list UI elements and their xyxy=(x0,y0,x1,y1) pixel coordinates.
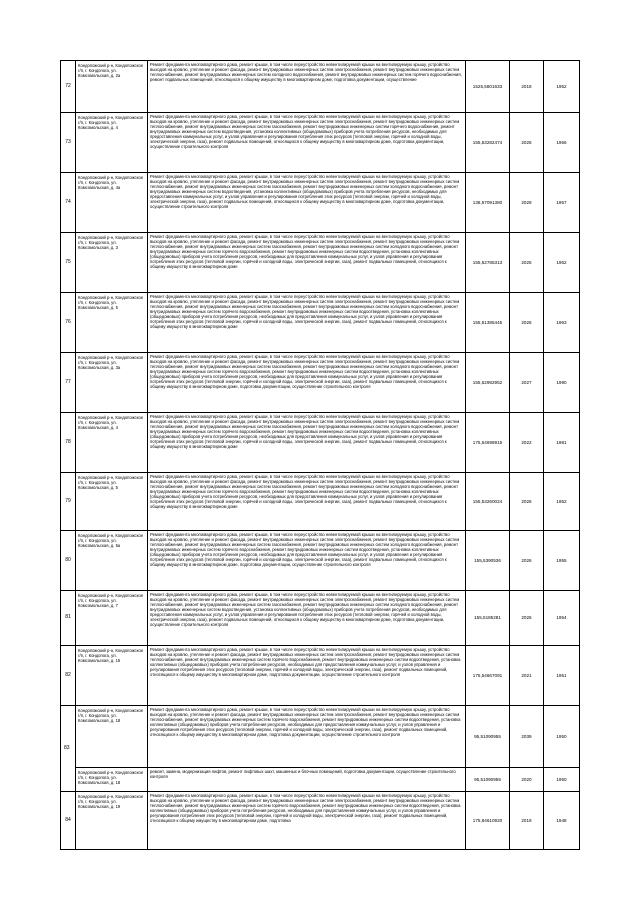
area-cell: 155,51385445 xyxy=(466,293,510,353)
area-cell: 138,57091380 xyxy=(466,173,510,233)
table-row xyxy=(61,173,580,233)
works-text: Ремонт фундамента многоквартирного дома, ремонт крыши, в том числе переустройство невентилируемой крыши на вентилируемую крышу, устройство выходов на кровлю, утепление и ремонт фасада, ремонт внутридомовых инженерных систем электроснабжения, ремонт внутридомовых инженерных систем теплоснабжения, ремонт внутридомовых инженерных систем горячего водоснабжения, ремонт внутридомовых инженерных систем водоотведения, установка коллективных (общедомовых) приборов учета потребления ресурсов, необходимых для предоставления коммунальных услуг, и узлов управления и регулирования потребления этих ресурсов (тепловой энергии, горячей и холодной воды, электрической энергии, газа), ремонт подвальных помещений, относящихся к общему имуществу в многоквартирном доме, подготовка документации, осуществление строительного контроля xyxy=(150,647,461,678)
planned-year-cell: 2029 xyxy=(510,173,544,233)
works-cell xyxy=(148,706,466,768)
area-cell: 155,53282474 xyxy=(466,113,510,173)
table-row xyxy=(61,531,580,591)
built-year-cell: 1990 xyxy=(544,353,580,413)
works-cell xyxy=(148,531,466,591)
address-cell: Кондопожский р-н, Кондопожское г/п, г. Кондопога, ул. Комсомольская, д. 5 xyxy=(76,473,148,531)
area-cell: 175,54667091 xyxy=(466,646,510,706)
address-cell: Кондопожский р-н, Кондопожское г/п, г. Кондопога, ул. Комсомольская, д. 5 xyxy=(76,293,148,353)
works-cell xyxy=(148,173,466,233)
row-number: 74 xyxy=(61,173,76,233)
planned-year-cell: 2022 xyxy=(510,413,544,473)
table-row xyxy=(61,646,580,706)
works-text: Ремонт фундамента многоквартирного дома, ремонт крыши, в том числе переустройство невентилируемой крыши на вентилируемую крышу, устройство выходов на кровлю, утепление и ремонт фасада, ремонт внутридомовых инженерных систем электроснабжения, ремонт внутридомовых инженерных систем теплоснабжения, ремонт внутридомовых инженерных систем газоснабжения, ремонт внутридомовых инженерных систем холодного водоснабжения, ремонт внутридомовых инженерных систем горячего водоснабжения, ремонт внутридомовых инженерных систем водоотведения, установка коллективных (общедомовых) приборов учета потребления ресурсов, необходимых для предоставления коммунальных услуг, и узлов управления и регулирования потребления этих ресурсов (тепловой энергии, горячей и холодной воды, электрической энергии, газа), ремонт подвальных помещений, относящихся к общему имуществу в многоквартирном доме, подготовка документации, осуществление строительного контроля xyxy=(150,532,460,568)
works-cell xyxy=(148,768,466,792)
works-text: Ремонт фундамента многоквартирного дома, ремонт крыши, в том числе переустройство невентилируемой крыши на вентилируемую крышу, устройство выходов на кровлю, утепление и ремонт фасада, ремонт внутридомовых инженерных систем электроснабжения, ремонт внутридомовых инженерных систем теплоснабжения, ремонт внутридомовых инженерных систем газоснабжения, ремонт внутридомовых инженерных систем холодного водоснабжения, ремонт внутридомовых инженерных систем горячего водоснабжения, ремонт внутридомовых инженерных систем водоотведения, установка коллективных (общедомовых) приборов учета потребления ресурсов, необходимых для предоставления коммунальных услуг, и узлов управления и регулирования потребления этих ресурсов (тепловой энергии, горячей и холодной воды, электрической энергии, газа), ремонт подвальных помещений, относящихся к общему имуществу в многоквартирном доме, подготовка документации, осуществление строительного контроля xyxy=(150,354,460,390)
row-number: 76 xyxy=(61,293,76,353)
works-cell xyxy=(148,792,466,850)
table-row xyxy=(61,768,580,792)
works-cell xyxy=(148,646,466,706)
row-number: 72 xyxy=(61,61,76,113)
planned-year-cell: 2026 xyxy=(510,531,544,591)
planned-year-cell: 2025 xyxy=(510,233,544,293)
capital-repair-table xyxy=(60,60,580,850)
address-cell: Кондопожский р-н, Кондопожское г/п, г. Кондопога, ул. Комсомольская, д. 4 xyxy=(76,413,148,473)
built-year-cell: 1957 xyxy=(544,173,580,233)
area-cell: 155,53260024 xyxy=(466,473,510,531)
row-number: 83 xyxy=(61,706,76,792)
works-cell xyxy=(148,353,466,413)
built-year-cell: 1962 xyxy=(544,233,580,293)
area-cell: 155,52785313 xyxy=(466,233,510,293)
planned-year-cell: 2020 xyxy=(510,768,544,792)
built-year-cell: 1956 xyxy=(544,113,580,173)
planned-year-cell: 2018 xyxy=(510,61,544,113)
address-cell: Кондопожский р-н, Кондопожское г/п, г. Кондопога, ул. Комсомольская, д. 5а xyxy=(76,531,148,591)
address-cell: Кондопожский р-н, Кондопожское г/п, г. Кондопога, ул. Комсомольская, д. 4а xyxy=(76,173,148,233)
area-cell: 95,51090955 xyxy=(466,706,510,768)
planned-year-cell: 2019 xyxy=(510,792,544,850)
planned-year-cell: 2021 xyxy=(510,646,544,706)
table-row xyxy=(61,61,580,113)
built-year-cell: 1950 xyxy=(544,706,580,768)
works-text: Ремонт фундамента многоквартирного дома, ремонт крыши, в том числе переустройство невентилируемой крыши на вентилируемую крышу, устройство выходов на кровлю, утепление и ремонт фасада, ремонт внутридомовых инженерных систем электроснабжения, ремонт внутридомовых инженерных систем теплоснабжения, ремонт внутридомовых инженерных систем газоснабжения, ремонт внутридомовых инженерных систем холодного водоснабжения, ремонт внутридомовых инженерных систем горячего водоснабжения, ремонт внутридомовых инженерных систем водоотведения, установка коллективных (общедомовых) приборов учета потребления ресурсов, необходимых для предоставления коммунальных услуг, и узлов управления и регулирования потребления этих ресурсов (тепловой энергии, горячей и холодной воды, электрической энергии, газа), ремонт подвальных помещений, относящихся к общему имуществу в многоквартирном доме xyxy=(150,474,460,510)
built-year-cell: 1981 xyxy=(544,413,580,473)
row-number: 81 xyxy=(61,591,76,646)
table-body xyxy=(61,61,580,850)
built-year-cell: 1963 xyxy=(544,293,580,353)
planned-year-cell: 2026 xyxy=(510,591,544,646)
works-text: Ремонт фундамента многоквартирного дома, ремонт крыши, в том числе переустройство невентилируемой крыши на вентилируемую крышу, устройство выходов на кровлю, утепление и ремонт фасада, ремонт внутридомовых инженерных систем электроснабжения, ремонт внутридомовых инженерных систем теплоснабжения, ремонт внутридомовых инженерных систем газоснабжения, ремонт внутридомовых инженерных систем холодного водоснабжения, ремонт внутридомовых инженерных систем горячего водоснабжения, ремонт внутридомовых инженерных систем водоотведения, установка коллективных (общедомовых) приборов учета потребления ресурсов, необходимых для предоставления коммунальных услуг, и узлов управления и регулирования потребления этих ресурсов (тепловой энергии, горячей и холодной воды, электрической энергии, газа), ремонт подвальных помещений, относящихся к общему имуществу в многоквартирном доме xyxy=(150,234,460,270)
works-text: Ремонт фундамента многоквартирного дома, ремонт крыши, в том числе переустройство невентилируемой крыши на вентилируемую крышу, устройство выходов на кровлю, утепление и ремонт фасада, ремонт внутридомовых инженерных систем электроснабжения, ремонт внутридомовых инженерных систем теплоснабжения, ремонт внутридомовых инженерных систем газоснабжения, ремонт внутридомовых инженерных систем горячего водоснабжения, ремонт внутридомовых инженерных систем водоотведения, установка коллективных (общедомовых) приборов учета потребления ресурсов, необходимых для предоставления коммунальных услуг, и узлов управления и регулирования потребления этих ресурсов (тепловой энергии, горячей и холодной воды, электрической энергии, газа), ремонт подвальных помещений, относящихся к общему имуществу в многоквартирном доме, подготовка документации, осуществление строительного контроля xyxy=(150,114,460,150)
table-row xyxy=(61,113,580,173)
table-row xyxy=(61,473,580,531)
address-cell: Кондопожский р-н, Кондопожское г/п, г. Кондопога, ул. Комсомольская, д. 19 xyxy=(76,792,148,850)
works-cell xyxy=(148,113,466,173)
area-cell: 1525,5801633 xyxy=(466,61,510,113)
works-text: Ремонт фундамента многоквартирного дома, ремонт крыши, в том числе переустройство невентилируемой крыши на вентилируемую крышу, устройство выходов на кровлю, утепление и ремонт фасада, ремонт внутридомовых инженерных систем электроснабжения, ремонт внутридомовых инженерных систем теплоснабжения, ремонт внутридомовых инженерных систем газоснабжения, ремонт внутридомовых инженерных систем холодного водоснабжения, ремонт внутридомовых инженерных систем водоотведения, установка коллективных (общедомовых) приборов учета потребления ресурсов, необходимых для предоставления коммунальных услуг, и узлов управления и регулирования потребления этих ресурсов (тепловой энергии, горячей и холодной воды, электрической энергии, газа), ремонт подвальных помещений, относящихся к общему имуществу в многоквартирном доме, подготовка документации, осуществление строительного контроля xyxy=(150,174,460,210)
planned-year-cell: 2026 xyxy=(510,473,544,531)
table-row xyxy=(61,293,580,353)
address-cell: Кондопожский р-н, Кондопожское г/п, г. Кондопога, ул. Комсомольская, д. 15 xyxy=(76,646,148,706)
row-number: 77 xyxy=(61,353,76,413)
planned-year-cell: 2026 xyxy=(510,293,544,353)
built-year-cell: 1950 xyxy=(544,768,580,792)
works-cell xyxy=(148,233,466,293)
works-cell xyxy=(148,591,466,646)
table-row xyxy=(61,591,580,646)
row-number: 79 xyxy=(61,473,76,531)
area-cell: 155,5390536 xyxy=(466,531,510,591)
works-text: Ремонт фундамента многоквартирного дома, ремонт крыши, в том числе переустройство невентилируемой крыши на вентилируемую крышу, устройство выходов на кровлю, утепление и ремонт фасада, ремонт внутридомовых инженерных систем электроснабжения, ремонт внутридомовых инженерных систем теплоснабжения, ремонт внутридомовых инженерных систем холодного водоснабжения, ремонт внутридомовых инженерных систем горячего водоснабжения, ремонт подвальных помещений, относящихся к общему имуществу в многоквартирном доме, подготовка документации, осуществление xyxy=(150,62,462,83)
address-cell: Кондопожский р-н, Кондопожское г/п, г. Кондопога, ул. Комсомольская, д. 18 xyxy=(76,706,148,768)
table-row xyxy=(61,792,580,850)
works-cell xyxy=(148,473,466,531)
area-cell: 95,51090955 xyxy=(466,768,510,792)
planned-year-cell: 2027 xyxy=(510,353,544,413)
built-year-cell: 1952 xyxy=(544,473,580,531)
built-year-cell: 1948 xyxy=(544,792,580,850)
area-cell: 175,84610920 xyxy=(466,792,510,850)
works-cell xyxy=(148,293,466,353)
works-cell xyxy=(148,413,466,473)
address-cell: Кондопожский р-н, Кондопожское г/п, г. Кондопога, ул. Комсомольская, д. 2а xyxy=(76,61,148,113)
table-row xyxy=(61,706,580,768)
built-year-cell: 1952 xyxy=(544,61,580,113)
built-year-cell: 1955 xyxy=(544,531,580,591)
row-number: 78 xyxy=(61,413,76,473)
table-row xyxy=(61,353,580,413)
works-text: Ремонт фундамента многоквартирного дома, ремонт крыши, в том числе переустройство невентилируемой крыши на вентилируемую крышу, устройство выходов на кровлю, утепление и ремонт фасада, ремонт внутридомовых инженерных систем электроснабжения, ремонт внутридомовых инженерных систем теплоснабжения, ремонт внутридомовых инженерных систем газоснабжения, ремонт внутридомовых инженерных систем холодного водоснабжения, ремонт внутридомовых инженерных систем горячего водоснабжения, ремонт внутридомовых инженерных систем водоотведения, установка коллективных (общедомовых) приборов учета потребления ресурсов, необходимых для предоставления коммунальных услуг, и узлов управления и регулирования потребления этих ресурсов (тепловой энергии, горячей и холодной воды, электрической энергии, газа), ремонт подвальных помещений, относящихся к общему имуществу в многоквартирном доме xyxy=(150,294,460,330)
works-text: Ремонт фундамента многоквартирного дома, ремонт крыши, в том числе переустройство невентилируемой крыши на вентилируемую крышу, устройство выходов на кровлю, утепление и ремонт фасада, ремонт внутридомовых инженерных систем электроснабжения, ремонт внутридомовых инженерных систем теплоснабжения, ремонт внутридомовых инженерных систем газоснабжения, ремонт внутридомовых инженерных систем холодного водоснабжения, ремонт внутридомовых инженерных систем водоотведения, установка коллективных (общедомовых) приборов учета потребления ресурсов, необходимых для предоставления коммунальных услуг, и узлов управления и регулирования потребления этих ресурсов (тепловой энергии, горячей и холодной воды, электрической энергии, газа), ремонт подвальных помещений, относящихся к общему имуществу в многоквартирном доме, подготовка документации, осуществление строительного контроля xyxy=(150,592,460,628)
works-cell xyxy=(148,61,466,113)
address-cell: Кондопожский р-н, Кондопожское г/п, г. Кондопога, ул. Комсомольская, д. 3а xyxy=(76,353,148,413)
address-cell: Кондопожский р-н, Кондопожское г/п, г. Кондопога, ул. Комсомольская, д. 3 xyxy=(76,233,148,293)
works-text: Ремонт фундамента многоквартирного дома, ремонт крыши, в том числе переустройство невентилируемой крыши на вентилируемую крышу, устройство выходов на кровлю, утепление и ремонт фасада, ремонт внутридомовых инженерных систем электроснабжения, ремонт внутридомовых инженерных систем теплоснабжения, ремонт внутридомовых инженерных систем горячего водоснабжения, ремонт внутридомовых инженерных систем водоотведения, установка коллективных (общедомовых) приборов учета потребления ресурсов, необходимых для предоставления коммунальных услуг, и узлов управления и регулирования потребления этих ресурсов (тепловой энергии, горячей и холодной воды, электрической энергии, газа), ремонт подвальных помещений, относящихся к общему имуществу в многоквартирном доме, подготовка документации, осуществление строительного контроля xyxy=(150,707,461,738)
planned-year-cell: 2039 xyxy=(510,706,544,768)
row-number: 73 xyxy=(61,113,76,173)
works-text: Ремонт фундамента многоквартирного дома, ремонт крыши, в том числе переустройство невентилируемой крыши на вентилируемую крышу, устройство выходов на кровлю, утепление и ремонт фасада, ремонт внутридомовых инженерных систем электроснабжения, ремонт внутридомовых инженерных систем теплоснабжения, ремонт внутридомовых инженерных систем газоснабжения, ремонт внутридомовых инженерных систем холодного водоснабжения, ремонт внутридомовых инженерных систем горячего водоснабжения, ремонт внутридомовых инженерных систем водоотведения, установка коллективных (общедомовых) приборов учета потребления ресурсов, необходимых для предоставления коммунальных услуг, и узлов управления и регулирования потребления этих ресурсов (тепловой энергии, горячей и холодной воды, электрической энергии, газа), ремонт подвальных помещений, относящихся к общему имуществу в многоквартирном доме xyxy=(150,414,460,450)
works-text: ремонт, замена, модернизация лифтов, ремонт лифтовых шахт, машинных и блочных помещений, подготовка документации, осуществление строительного контроля xyxy=(150,769,456,780)
planned-year-cell: 2026 xyxy=(510,113,544,173)
address-cell: Кондопожский р-н, Кондопожское г/п, г. Кондопога, ул. Комсомольская, д. 4 xyxy=(76,113,148,173)
address-cell: Кондопожский р-н, Кондопожское г/п, г. Кондопога, ул. Комсомольская, д. 18 xyxy=(76,768,148,792)
table-row xyxy=(61,413,580,473)
area-cell: 175,54698915 xyxy=(466,413,510,473)
row-number: 84 xyxy=(61,792,76,850)
row-number: 82 xyxy=(61,646,76,706)
works-text: Ремонт фундамента многоквартирного дома, ремонт крыши, в том числе переустройство невентилируемой крыши на вентилируемую крышу, устройство выходов на кровлю, утепление и ремонт фасада, ремонт внутридомовых инженерных систем электроснабжения, ремонт внутридомовых инженерных систем теплоснабжения, ремонт внутридомовых инженерных систем горячего водоснабжения, ремонт внутридомовых инженерных систем водоотведения, установка коллективных (общедомовых) приборов учета потребления ресурсов, необходимых для предоставления коммунальных услуг, и узлов управления и регулирования потребления этих ресурсов (тепловой энергии, горячей и холодной воды, электрической энергии, газа), ремонт подвальных помещений, относящихся к общему имуществу в многоквартирном доме, подготовка xyxy=(150,793,461,824)
area-cell: 155,52982952 xyxy=(466,353,510,413)
built-year-cell: 1951 xyxy=(544,646,580,706)
table-row xyxy=(61,233,580,293)
row-number: 75 xyxy=(61,233,76,293)
document-sheet xyxy=(60,60,579,850)
area-cell: 155,5185281 xyxy=(466,591,510,646)
address-cell: Кондопожский р-н, Кондопожское г/п, г. Кондопога, ул. Комсомольская, д. 7 xyxy=(76,591,148,646)
built-year-cell: 1954 xyxy=(544,591,580,646)
row-number: 80 xyxy=(61,531,76,591)
